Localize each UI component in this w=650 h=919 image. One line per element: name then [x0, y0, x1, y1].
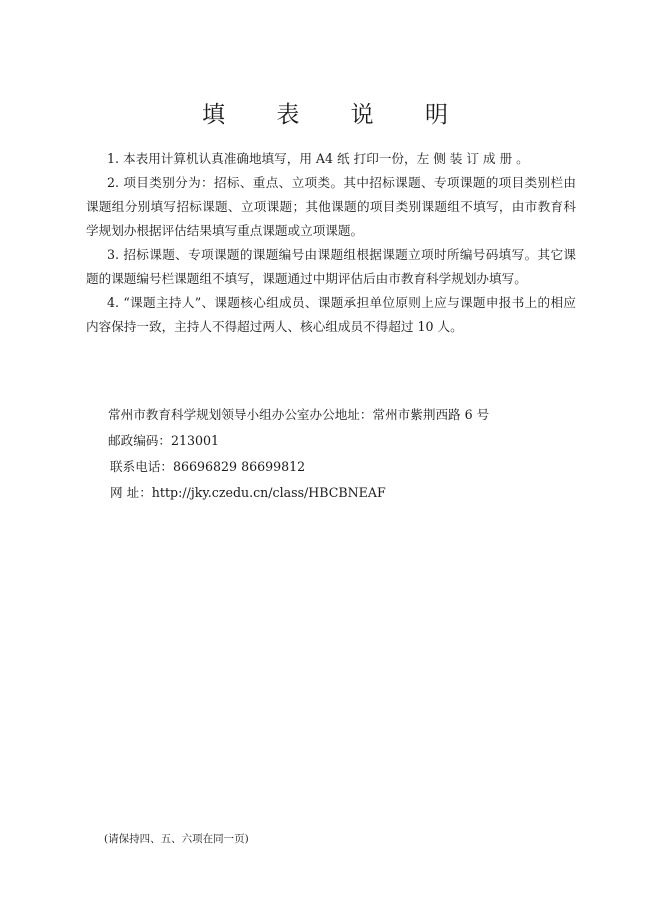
postcode: 邮政编码：213001 [108, 433, 220, 448]
office-address: 常州市教育科学规划领导小组办公室办公地址：常州市紫荆西路 6 号 [108, 407, 490, 422]
instructions-list [86, 147, 576, 339]
footnote: (请保持四、五、六项在同一页) [104, 833, 249, 845]
instruction-item-3: 3. 招标课题、专项课题的课题编号由课题组根据课题立项时所编号码填写。其它课题的课题编号栏课题组不填写，课题通过中期评估后由市教育科学规划办填写。 [86, 247, 576, 286]
page-title: 填 表 说 明 [202, 102, 470, 128]
instruction-item-4: 4. “课题主持人”、课题核心组成员、课题承担单位原则上应与课题申报书上的相应内容保持一致，主持人不得超过两人、核心组成员不得超过 10 人。 [86, 295, 576, 334]
contact-info [108, 402, 588, 506]
phone-numbers: 联系电话：86696829 86699812 [110, 459, 306, 474]
instruction-item-2: 2. 项目类别分为：招标、重点、立项类。其中招标课题、专项课题的项目类别栏由课题组分别填写招标课题、立项课题；其他课题的项目类别课题组不填写，由市教育科学规划办根据评估结果填写重点课题或立项课题。 [86, 175, 576, 238]
instruction-item-1: 1. 本表用计算机认真准确地填写，用 A4 纸 打印一份，左 侧 装 订 成 册 。 [107, 151, 529, 166]
website-url[interactable]: http://jky.czedu.cn/class/HBCBNEAF [151, 485, 386, 500]
website [108, 480, 588, 506]
website-label: 网 址： [110, 485, 152, 500]
